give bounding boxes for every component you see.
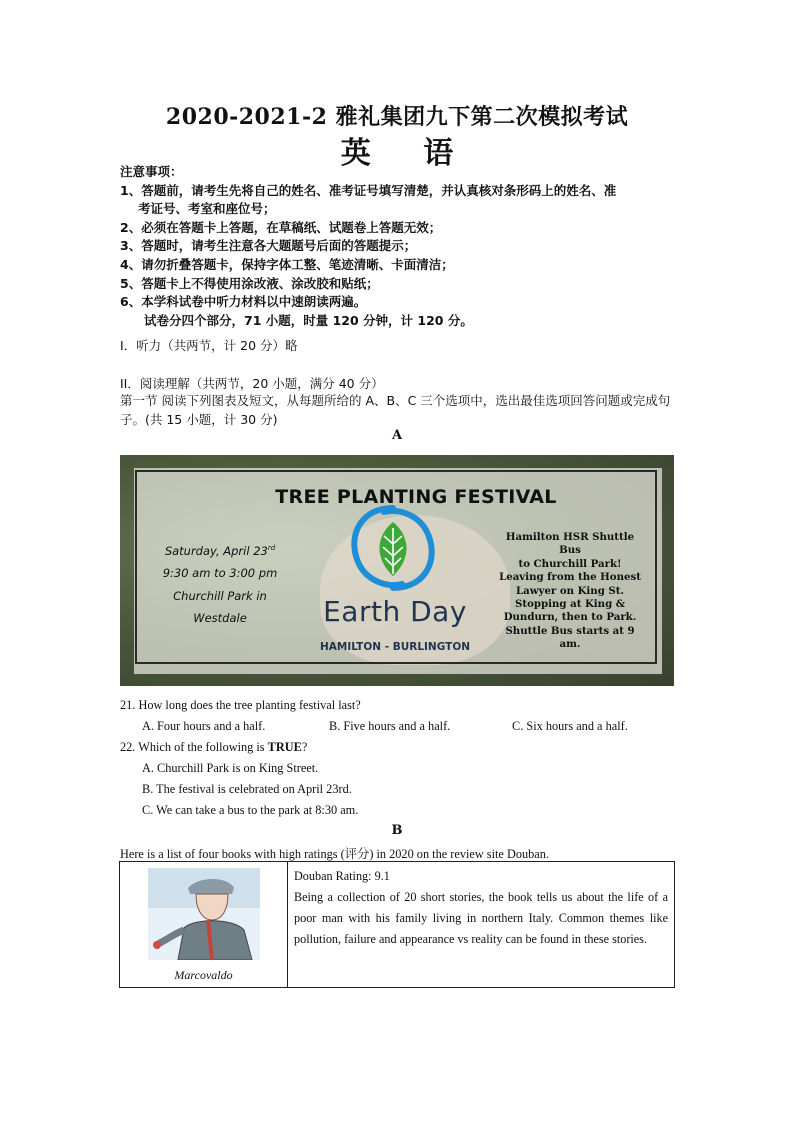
books-table (119, 861, 675, 988)
notice-heading: 注意事项： (120, 164, 183, 179)
notice-item: 考证号、考室和座位号； (138, 201, 276, 217)
notice-item: 1、答题前，请考生先将自己的姓名、准考证号填写清楚，并认真核对条形码上的姓名、准 (120, 182, 617, 198)
book-image-cell (120, 862, 288, 988)
bus-line: Leaving from the Honest (499, 571, 641, 584)
question-22-option-b: B. The festival is celebrated on April 23rd. (142, 782, 352, 796)
passage-b-intro: Here is a list of four books with high ratings (评分) in 2020 on the review site Douban. (120, 847, 549, 861)
poster-time: 9:30 am to 3:00 pm (162, 566, 278, 581)
table-row (120, 862, 675, 988)
earth-day-leaf-icon (338, 500, 448, 596)
section-reading-heading: II．阅读理解（共两节，20 小题，满分 40 分） (120, 376, 384, 391)
question-22-option-c: C. We can take a bus to the park at 8:30 am. (142, 803, 359, 817)
question-21-stem: 21. How long does the tree planting festival last? (120, 698, 361, 712)
poster-bus-info (495, 531, 645, 652)
poster-title: TREE PLANTING FESTIVAL (275, 486, 557, 508)
passage-b-letter: B (391, 823, 403, 838)
poster-place: Westdale (193, 611, 247, 626)
poster-place: Churchill Park in (173, 588, 267, 603)
question-21-option-c: C. Six hours and a half. (512, 719, 628, 733)
section-listening: I．听力（共两节，计 20 分）略 (120, 338, 298, 353)
bus-line: Dundurn, then to Park. (503, 611, 637, 624)
exam-title: 2020-2021-2 雅礼集团九下第二次模拟考试 (165, 104, 629, 130)
earth-day-logo-text: Earth Day (323, 595, 467, 628)
question-22-option-a: A. Churchill Park is on King Street. (142, 761, 319, 775)
notice-item: 4、请勿折叠答题卡，保持字体工整、笔迹清晰、卡面清洁； (120, 256, 454, 272)
book-info-cell (288, 862, 675, 988)
bus-line: Stopping at King & (515, 598, 625, 611)
notice-item: 3、答题时，请考生注意各大题题号后面的答题提示； (120, 238, 417, 254)
bus-line: Lawyer on King St. (515, 584, 624, 597)
bus-line: Shuttle Bus starts at 9 am. (505, 624, 635, 651)
book-rating: Douban Rating: 9.1 (294, 869, 390, 883)
notice-block (120, 163, 680, 330)
notice-summary: 试卷分四个部分，71 小题，时量 120 分钟，计 120 分。 (144, 312, 473, 328)
notice-item: 2、必须在答题卡上答题，在草稿纸、试题卷上答题无效； (120, 219, 442, 235)
poster-city: HAMILTON - BURLINGTON (319, 641, 471, 653)
poster-date-block (150, 537, 290, 630)
question-21-option-b: B. Five hours and a half. (329, 719, 451, 733)
notice-item: 5、答题卡上不得使用涂改液、涂改胶和贴纸； (120, 275, 379, 291)
book-description: Being a collection of 20 short stories, the book tells us about the life of a poor man with his family living in northern Italy. Common themes like pollution, failure and appearance vs reality can be found in these stories. (294, 890, 668, 946)
question-22-stem: 22. Which of the following is TRUE? (120, 740, 308, 754)
marcovaldo-illustration (148, 868, 260, 960)
bus-line: to Churchill Park! (518, 557, 622, 570)
poster-date: Saturday, April 23rd (164, 543, 276, 558)
book-title: Marcovaldo (174, 968, 233, 982)
notice-item: 6、本学科试卷中听力材料以中速朗读两遍。 (120, 294, 367, 310)
passage-a-letter: A (391, 428, 403, 443)
question-21-option-a: A. Four hours and a half. (142, 719, 266, 733)
bus-line: Hamilton HSR Shuttle Bus (505, 531, 635, 557)
subject-title: 英 语 (340, 136, 454, 171)
section-reading-instruction: 第一节 阅读下列图表及短文，从每题所给的 A、B、C 三个选项中，选出最佳选项回答问题或完成句子。(共 15 小题，计 30 分) (120, 393, 671, 427)
